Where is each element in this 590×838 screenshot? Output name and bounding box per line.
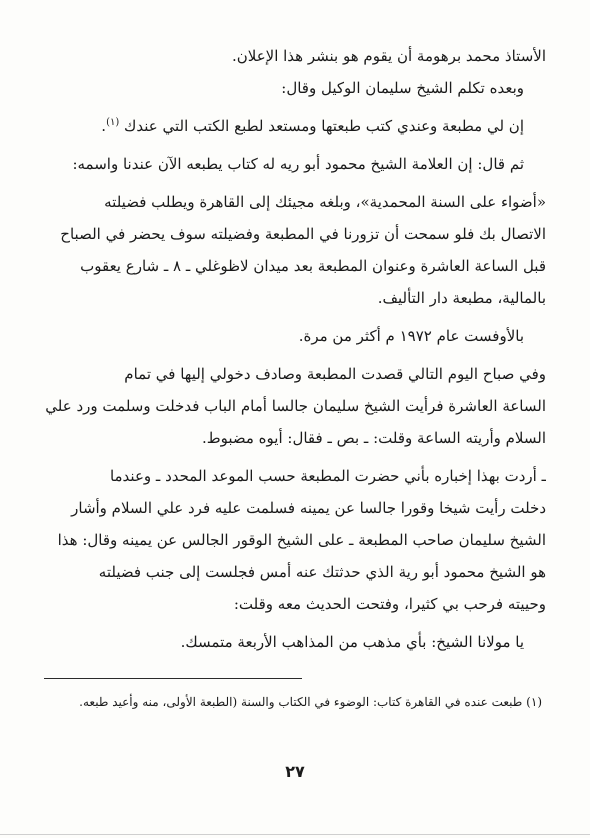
footnote: (١) طبعت عنده في القاهرة كتاب: الوضوء في الكتاب والسنة (الطبعة الأولى، منه وأعيد طبعه. (79, 695, 542, 709)
page-number: ٢٧ (285, 762, 305, 781)
text-line-10: وفي صباح اليوم التالي قصدت المطبعة وصادف دخولي إليها في تمام (124, 365, 546, 383)
text-line-13: ـ أردت بهذا إخباره بأني حضرت المطبعة حسب الموعد المحدد ـ وعندما (109, 467, 546, 485)
text-line-14: دخلت رأيت شيخا وقورا جالسا عن يمينه فسلمت عليه فرد علي السلام وأشار (71, 499, 546, 517)
text-line-18: يا مولانا الشيخ: بأي مذهب من المذاهب الأربعة متمسك. (180, 633, 524, 651)
text-line-16: هو الشيخ محمود أبو رية الذي حدثتك عنه أمس فجلست إلى جنب فضيلته (98, 563, 546, 581)
footnote-divider (44, 678, 302, 679)
text-line-17: وحييته فرحب بي كثيرا، وفتحت الحديث معه وقلت: (233, 595, 546, 613)
text-line-2: وبعده تكلم الشيخ سليمان الوكيل وقال: (281, 79, 524, 97)
text-line-4: ثم قال: إن العلامة الشيخ محمود أبو ريه له كتاب يطبعه الآن عندنا واسمه: (72, 155, 524, 173)
text-line-5: «أضواء على السنة المحمدية»، وبلغه مجيئك إلى القاهرة ويطلب فضيلته (104, 193, 546, 211)
text-line-7: قبل الساعة العاشرة وعنوان المطبعة بعد ميدان لاظوغلي ـ ٨ ـ شارع يعقوب (80, 257, 546, 275)
text-line-11: الساعة العاشرة فرأيت الشيخ سليمان جالسا أمام الباب فدخلت وسلمت ورد علي (45, 397, 546, 415)
page-edge (0, 834, 590, 835)
footnote-reference: (١) (106, 117, 120, 128)
body-text (44, 40, 546, 658)
text-line-12: السلام وأريته الساعة وقلت: ـ بص ـ فقال: أيوه مضبوط. (201, 429, 546, 447)
text-line-1: الأستاذ محمد برهومة أن يقوم هو بنشر هذا الإعلان. (231, 47, 546, 65)
text-line-15: الشيخ سليمان صاحب المطبعة ـ على الشيخ الوقور الجالس عن يمينه وقال: هذا (57, 531, 546, 549)
text-line-3: إن لي مطبعة وعندي كتب طبعتها ومستعد لطبع الكتب التي عندك $^{(١)}$. (101, 117, 524, 135)
text-line-8: بالمالية، مطبعة دار التأليف. (377, 289, 546, 307)
text-line-9: بالأوفست عام ١٩٧٢ م أكثر من مرة. (298, 327, 524, 345)
text-line-6: الاتصال بك فلو سمحت أن تزورنا في المطبعة وفضيلته سوف يحضر في الصباح (60, 225, 546, 243)
text-line-3-content: إن لي مطبعة وعندي كتب طبعتها ومستعد لطبع الكتب التي عندك (124, 117, 524, 135)
